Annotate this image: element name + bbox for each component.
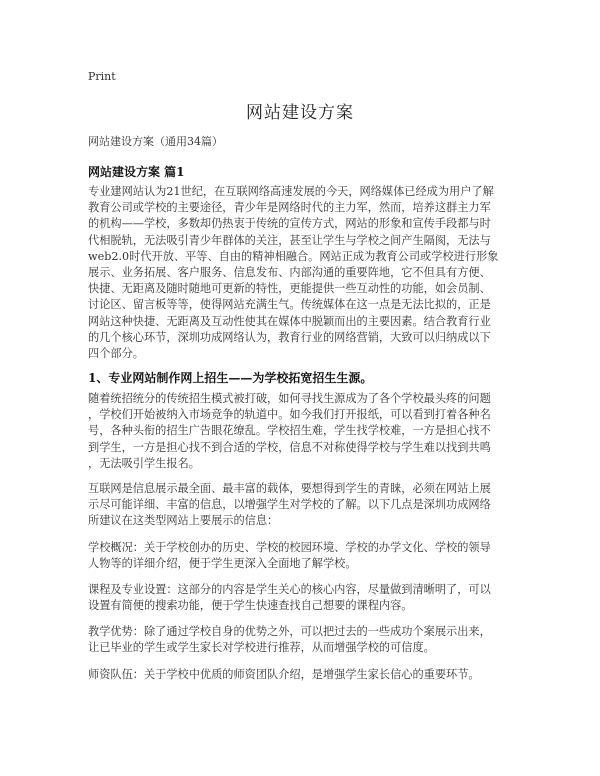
paragraph-line: 课程及专业设置：这部分的内容是学生关心的核心内容，尽量做到清晰明了，可以	[88, 583, 491, 596]
section-heading: 网站建设方案 篇1	[88, 165, 185, 179]
internet-paragraph	[88, 481, 520, 530]
paragraph-line: 随着统招统分的传统招生模式被打破，如何寻找生源成为了各个学校最头疼的问题	[88, 392, 491, 405]
intro-paragraph	[88, 184, 520, 362]
school-overview-paragraph	[88, 540, 520, 572]
paragraph-line: 快捷、无距离及随时随地可更新的特性，更能提供一些互动性的功能，如会员制、	[88, 282, 491, 296]
paragraph-line: 号，各种头衔的招生广告眼花缭乱。学校招生难，学生找学校难，一方是担心找不	[88, 424, 491, 438]
teaching-advantage-paragraph	[88, 624, 520, 656]
faculty-paragraph	[88, 667, 520, 683]
paragraph-line: 讨论区、留言板等等，使得网站充满生气。传统媒体在这一点是无法比拟的，正是	[88, 298, 491, 312]
recruitment-paragraph	[88, 391, 520, 472]
paragraph-line: 学校概况：关于学校创办的历史、学校的校园环境、学校的办学文化、学校的领导	[88, 541, 491, 554]
paragraph-line: 的几个核心环节，深圳功成网络认为，教育行业的网络营销，大致可以归纳成以下	[88, 330, 491, 344]
paragraph-line: 设置有简便的搜索功能，便于学生快速查找自己想要的课程内容。	[88, 599, 413, 613]
point-heading: 1、专业网站制作网上招生——为学校拓宽招生生源。	[88, 371, 373, 385]
paragraph-line: 网站这种快捷、无距离及互动性使其在媒体中脱颖而出的主要因素。结合教育行业	[88, 314, 491, 328]
paragraph-line: 让已毕业的学生或学生家长对学校进行推荐，从而增强学校的可信度。	[88, 641, 435, 655]
paragraph-line: 的机构——学校，多数却仍热衷于传统的宣传方式，网站的形象和宣传手段都与时	[88, 217, 491, 231]
paragraph-line: 到学生，一方是担心找不到合适的学校，信息不对称使得学校与学生难以找到共鸣	[88, 440, 491, 454]
paragraph-line: 展示、业务拓展、客户服务、信息发布、内部沟通的重要阵地，它不但具有方便、	[88, 266, 491, 280]
paragraph-line: ，无法吸引学生报名。	[88, 456, 200, 470]
paragraph-line: 代相脱轨，无法吸引青少年群体的关注，甚至让学生与学校之间产生隔阂，无法与	[88, 233, 491, 247]
paragraph-line: 所建议在这类型网站上要展示的信息：	[88, 514, 279, 528]
paragraph-line: 人物等的详细介绍，便于学生更深入全面地了解学校。	[88, 557, 357, 571]
print-label: Print	[88, 70, 116, 83]
paragraph-line: 四个部分。	[88, 347, 144, 361]
paragraph-line: 教育公司或学校的主要途径，青少年是网络时代的主力军，然而，培养这群主力军	[88, 201, 491, 215]
paragraph-line: web2.0时代开放、平等、自由的精神相融合。网站正成为教育公司或学校进行形象	[88, 249, 499, 263]
paragraph-line: 示尽可能详细、丰富的信息，以增强学生对学校的了解。以下几点是深圳功成网络	[88, 498, 491, 512]
paragraph-line: 师资队伍：关于学校中优质的师资团队介绍，是增强学生家长信心的重要环节。	[88, 668, 480, 681]
paragraph-line: ，学校们开始被纳入市场竞争的轨道中。如今我们打开报纸，可以看到打着各种名	[88, 408, 491, 422]
paragraph-line: 互联网是信息展示最全面、最丰富的载体，要想得到学生的青睐，必须在网站上展	[88, 482, 491, 495]
document-subtitle: 网站建设方案（通用34篇）	[88, 135, 223, 148]
courses-paragraph	[88, 582, 520, 614]
paragraph-line: 教学优势：除了通过学校自身的优势之外，可以把过去的一些成功个案展示出来，	[88, 625, 491, 638]
page-title: 网站建设方案	[246, 103, 354, 123]
paragraph-line: 专业建网站认为21世纪，在互联网络高速发展的今天，网络媒体已经成为用户了解	[88, 185, 494, 198]
